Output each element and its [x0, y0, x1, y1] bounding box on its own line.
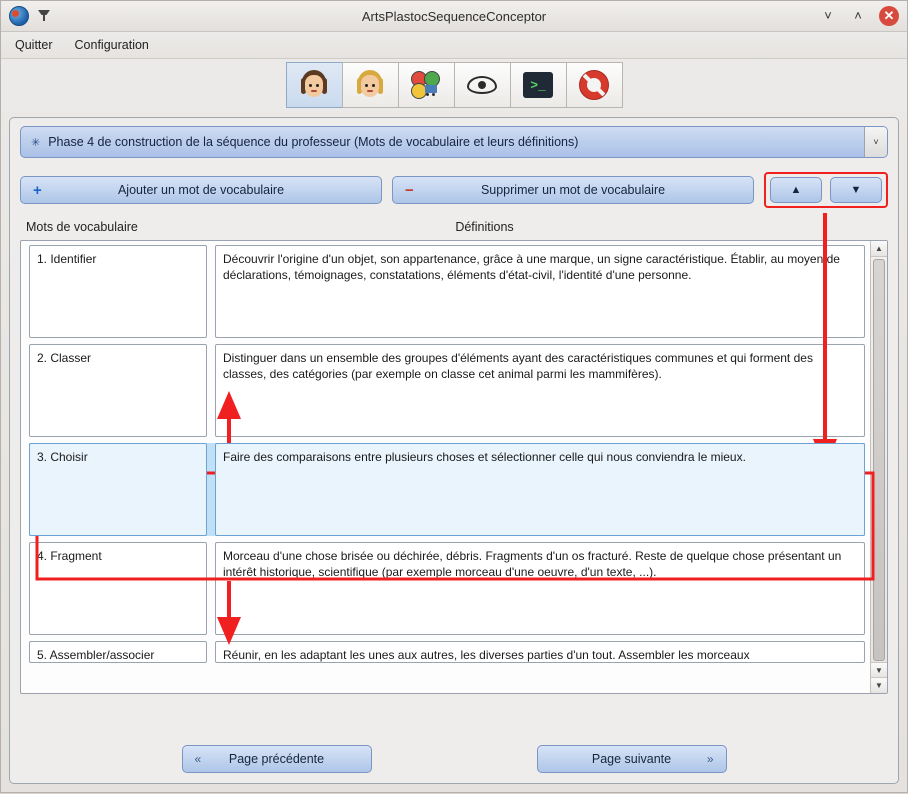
window-controls — [819, 6, 899, 26]
toolbar-button-student[interactable] — [342, 62, 398, 108]
pager — [20, 743, 888, 775]
window-title: ArtsPlastocSequenceConceptor — [361, 8, 547, 24]
chevron-down-icon[interactable]: ˅ — [864, 127, 887, 157]
move-buttons-group — [764, 172, 888, 208]
close-button[interactable]: ✕ — [879, 6, 899, 26]
lifebuoy-help-icon — [579, 70, 609, 100]
next-page-button[interactable] — [537, 745, 727, 773]
scrollbar-thumb[interactable] — [873, 259, 885, 661]
vocabulary-list — [20, 240, 888, 694]
column-headers — [20, 220, 888, 234]
minimize-button[interactable]: ˅ — [824, 8, 832, 23]
word-field[interactable]: 2. Classer — [29, 344, 207, 437]
title-bar — [1, 1, 907, 32]
add-word-button[interactable] — [20, 176, 382, 204]
toolbar-button-help[interactable] — [566, 62, 623, 108]
minus-icon: − — [405, 181, 414, 199]
eye-icon — [467, 76, 497, 94]
action-row — [20, 172, 888, 208]
vertical-scrollbar[interactable] — [870, 241, 887, 693]
toolbar-button-preview[interactable] — [454, 62, 510, 108]
column-header-definitions: Définitions — [455, 220, 514, 234]
definition-field[interactable]: Faire des comparaisons entre plusieurs choses et sélectionner celle qui nous conviendra le mieux. — [215, 443, 865, 536]
pin-icon[interactable] — [37, 9, 51, 23]
table-row[interactable] — [29, 344, 865, 437]
phase-selector-value: Phase 4 de construction de la séquence du professeur (Mots de vocabulaire et leurs définitions) — [48, 135, 579, 149]
plus-icon: + — [33, 181, 42, 199]
teacher-face-icon — [301, 70, 327, 100]
definition-field[interactable]: Distinguer dans un ensemble des groupes d'éléments ayant des caractéristiques communes et qui forment des classes, des catégories (par exemple on classe cet animal parmi les mammifères). — [215, 344, 865, 437]
chevron-left-icon: « — [194, 752, 202, 766]
content-panel — [9, 117, 899, 784]
smileys-cart-icon — [411, 71, 441, 99]
toolbar-button-teacher[interactable] — [286, 62, 342, 108]
word-field[interactable]: 1. Identifier — [29, 245, 207, 338]
title-bar-left — [9, 6, 51, 26]
previous-page-label: Page précédente — [228, 752, 325, 766]
remove-word-button[interactable] — [392, 176, 754, 204]
student-face-icon — [357, 70, 383, 100]
toolbar — [1, 59, 907, 111]
column-header-words: Mots de vocabulaire — [26, 220, 138, 234]
definition-field[interactable]: Morceau d'une chose brisée ou déchirée, débris. Fragments d'un os fracturé. Reste de quelque chose présentant un intérêt historique, scientifique (par exemple morceau d'une oeuvre, d'un texte, ...). — [215, 542, 865, 635]
phase-selector[interactable] — [20, 126, 888, 158]
menu-bar — [1, 32, 907, 59]
maximize-button[interactable]: ˄ — [854, 8, 862, 23]
scroll-down-button[interactable]: ▼ — [871, 662, 887, 678]
toolbar-group — [286, 62, 623, 108]
word-field[interactable]: 3. Choisir — [29, 443, 207, 536]
move-up-button[interactable]: ▲ — [770, 177, 822, 203]
add-word-label: Ajouter un mot de vocabulaire — [117, 183, 285, 197]
chevron-right-icon: » — [706, 752, 714, 766]
phase-marker-icon: ✳ — [31, 136, 41, 149]
toolbar-button-console[interactable] — [510, 62, 566, 108]
table-row[interactable] — [29, 542, 865, 635]
scroll-down-button-2[interactable]: ▼ — [871, 677, 887, 693]
menu-item-quitter[interactable]: Quitter — [15, 38, 53, 52]
app-icon — [9, 6, 29, 26]
toolbar-button-evaluation[interactable] — [398, 62, 454, 108]
terminal-icon: >_ — [523, 72, 553, 98]
move-down-button[interactable]: ▼ — [830, 177, 882, 203]
scroll-up-button[interactable]: ▲ — [871, 241, 887, 257]
definition-field[interactable]: Découvrir l'origine d'un objet, son appartenance, grâce à une marque, un signe caractéristique. Établir, au moyen de déclarations, témoignages, constatations, éléments d'état-civil, l'identité d'une personne. — [215, 245, 865, 338]
word-field[interactable]: 4. Fragment — [29, 542, 207, 635]
menu-item-configuration[interactable]: Configuration — [74, 38, 149, 52]
word-field[interactable]: 5. Assembler/associer — [29, 641, 207, 663]
remove-word-label: Supprimer un mot de vocabulaire — [480, 183, 666, 197]
previous-page-button[interactable] — [182, 745, 372, 773]
definition-field[interactable]: Réunir, en les adaptant les unes aux autres, les diverses parties d'un tout. Assembler les morceaux — [215, 641, 865, 663]
vocabulary-rows — [21, 241, 871, 693]
next-page-label: Page suivante — [591, 752, 672, 766]
table-row[interactable] — [29, 641, 865, 663]
table-row[interactable] — [29, 245, 865, 338]
table-row-selected[interactable] — [29, 443, 865, 536]
